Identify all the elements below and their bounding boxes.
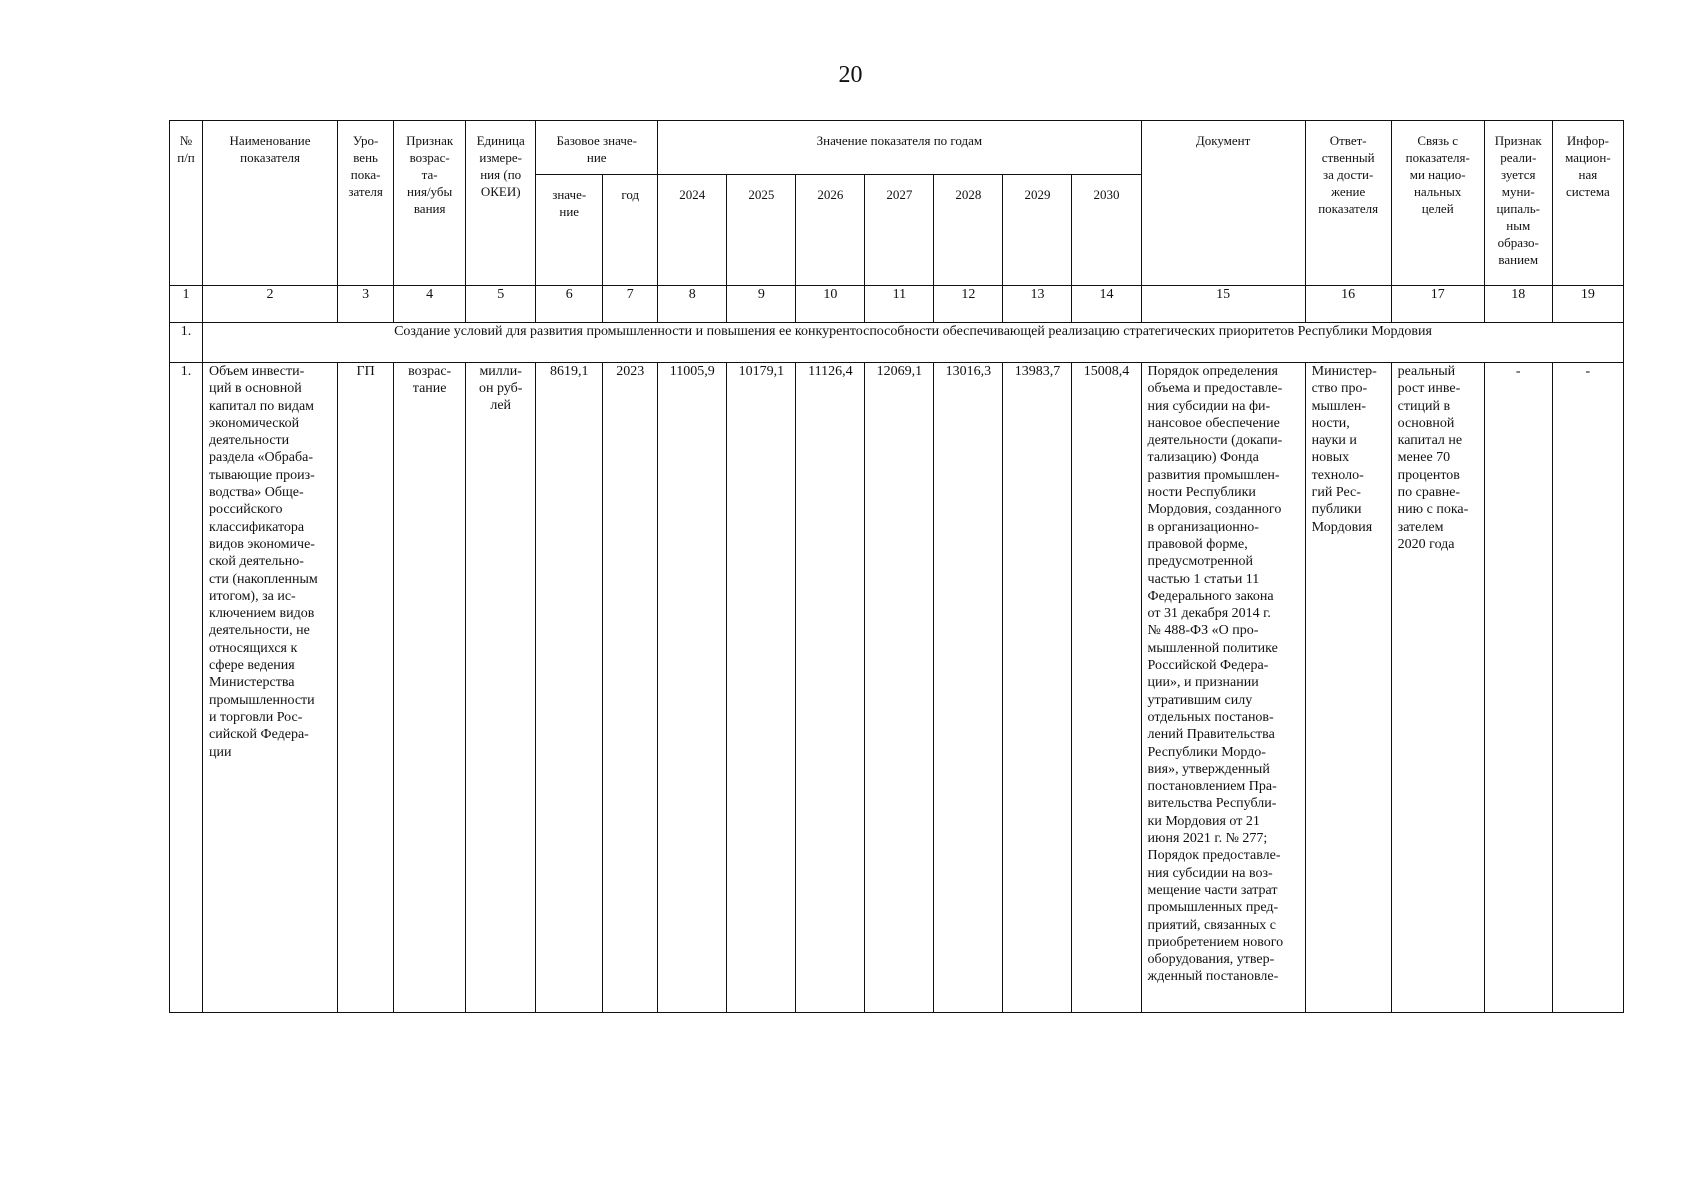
header-year-2024: 2024 [658, 175, 727, 286]
value-2028: 13016,3 [934, 363, 1003, 1013]
column-number: 16 [1305, 286, 1391, 323]
table-row [170, 363, 1624, 1013]
column-number: 9 [727, 286, 796, 323]
header-info-system: Инфор- мацион- ная система [1552, 121, 1623, 286]
page-number: 20 [838, 62, 863, 88]
document-text: Порядок определения объема и предоставле- ния субсидии на фи- нансовое обеспечение деятельности (докапи- тализацию) Фонда развития промышлен- ности Республики Мордовия, созданного в организационно- правовой форме, предусмотренной частью 1 статьи 11 Федерального закона от 31 декабря 2014 г. № 488-ФЗ «О про- мышленной политике Российской Федера- ции», и признании утратившим силу отдельных постанов- лений Правительства Республики Мордо- вия», утвержденный постановлением Пра- вительства Республи- ки Мордовия от 21 июня 2021 г. № 277; Порядок предоставле- ния субсидии на воз- мещение части затрат промышленных пред- приятий, связанных с приобретением нового оборудования, утвер- жденный постановле- [1141, 363, 1305, 1013]
value-2024: 11005,9 [658, 363, 727, 1013]
value-2029: 13983,7 [1003, 363, 1072, 1013]
header-row-1 [170, 121, 1624, 175]
section-number: 1. [170, 323, 203, 363]
header-base-value: значе- ние [536, 175, 603, 286]
column-number: 2 [203, 286, 338, 323]
column-number: 7 [603, 286, 658, 323]
column-number: 6 [536, 286, 603, 323]
column-number: 1 [170, 286, 203, 323]
section-title: Создание условий для развития промышленности и повышения ее конкурентоспособности обеспечивающей реализацию стратегических приоритетов Республики Мордовия [203, 323, 1624, 363]
header-year-2030: 2030 [1072, 175, 1141, 286]
value-2025: 10179,1 [727, 363, 796, 1013]
header-level: Уро- вень пока- зателя [338, 121, 394, 286]
header-num: № п/п [170, 121, 203, 286]
header-municipal: Признак реали- зуется муни- ципаль- ным образо- ванием [1484, 121, 1552, 286]
column-number: 19 [1552, 286, 1623, 323]
column-number: 18 [1484, 286, 1552, 323]
responsible-text: Министер- ство про- мышлен- ности, науки и новых техноло- гий Рес- публики Мордовия [1305, 363, 1391, 1013]
column-number: 8 [658, 286, 727, 323]
column-number: 12 [934, 286, 1003, 323]
header-year-2027: 2027 [865, 175, 934, 286]
header-responsible: Ответ- ственный за дости- жение показателя [1305, 121, 1391, 286]
header-year-2029: 2029 [1003, 175, 1072, 286]
header-link: Связь с показателя- ми нацио- нальных целей [1391, 121, 1484, 286]
header-base-year: год [603, 175, 658, 286]
section-row [170, 323, 1624, 363]
header-unit: Единица измере- ния (по ОКЕИ) [466, 121, 536, 286]
column-number: 13 [1003, 286, 1072, 323]
header-year-2026: 2026 [796, 175, 865, 286]
base-value: 8619,1 [536, 363, 603, 1013]
header-year-2025: 2025 [727, 175, 796, 286]
header-years-group: Значение показателя по годам [658, 121, 1141, 175]
header-base: Базовое значе- ние [536, 121, 658, 175]
column-number: 11 [865, 286, 934, 323]
value-2026: 11126,4 [796, 363, 865, 1013]
indicator-unit: милли- он руб- лей [466, 363, 536, 1013]
column-number: 10 [796, 286, 865, 323]
info-system: - [1552, 363, 1623, 1013]
indicator-level: ГП [338, 363, 394, 1013]
column-numbers-row [170, 286, 1624, 323]
header-name: Наименование показателя [203, 121, 338, 286]
value-2030: 15008,4 [1072, 363, 1141, 1013]
value-2027: 12069,1 [865, 363, 934, 1013]
column-number: 17 [1391, 286, 1484, 323]
column-number: 4 [394, 286, 466, 323]
municipal-flag: - [1484, 363, 1552, 1013]
indicator-name: Объем инвести- ций в основной капитал по видам экономической деятельности раздела «Обраба- тывающие произ- водства» Обще- российского классификатора видов экономиче- ской деятельно- сти (накопленным итогом), за ис- ключением видов деятельности, не относящихся к сфере ведения Министерства промышленности и торговли Рос- сийской Федера- ции [203, 363, 338, 1013]
column-number: 5 [466, 286, 536, 323]
column-number: 3 [338, 286, 394, 323]
column-number: 15 [1141, 286, 1305, 323]
header-year-2028: 2028 [934, 175, 1003, 286]
national-goals-link: реальный рост инве- стиций в основной капитал не менее 70 процентов по сравне- нию с пока- зателем 2020 года [1391, 363, 1484, 1013]
header-document: Документ [1141, 121, 1305, 286]
indicator-trend: возрас- тание [394, 363, 466, 1013]
indicators-table [169, 120, 1624, 1013]
column-number: 14 [1072, 286, 1141, 323]
base-year: 2023 [603, 363, 658, 1013]
row-number: 1. [170, 363, 203, 1013]
header-trend: Признак возрас- та- ния/убы вания [394, 121, 466, 286]
